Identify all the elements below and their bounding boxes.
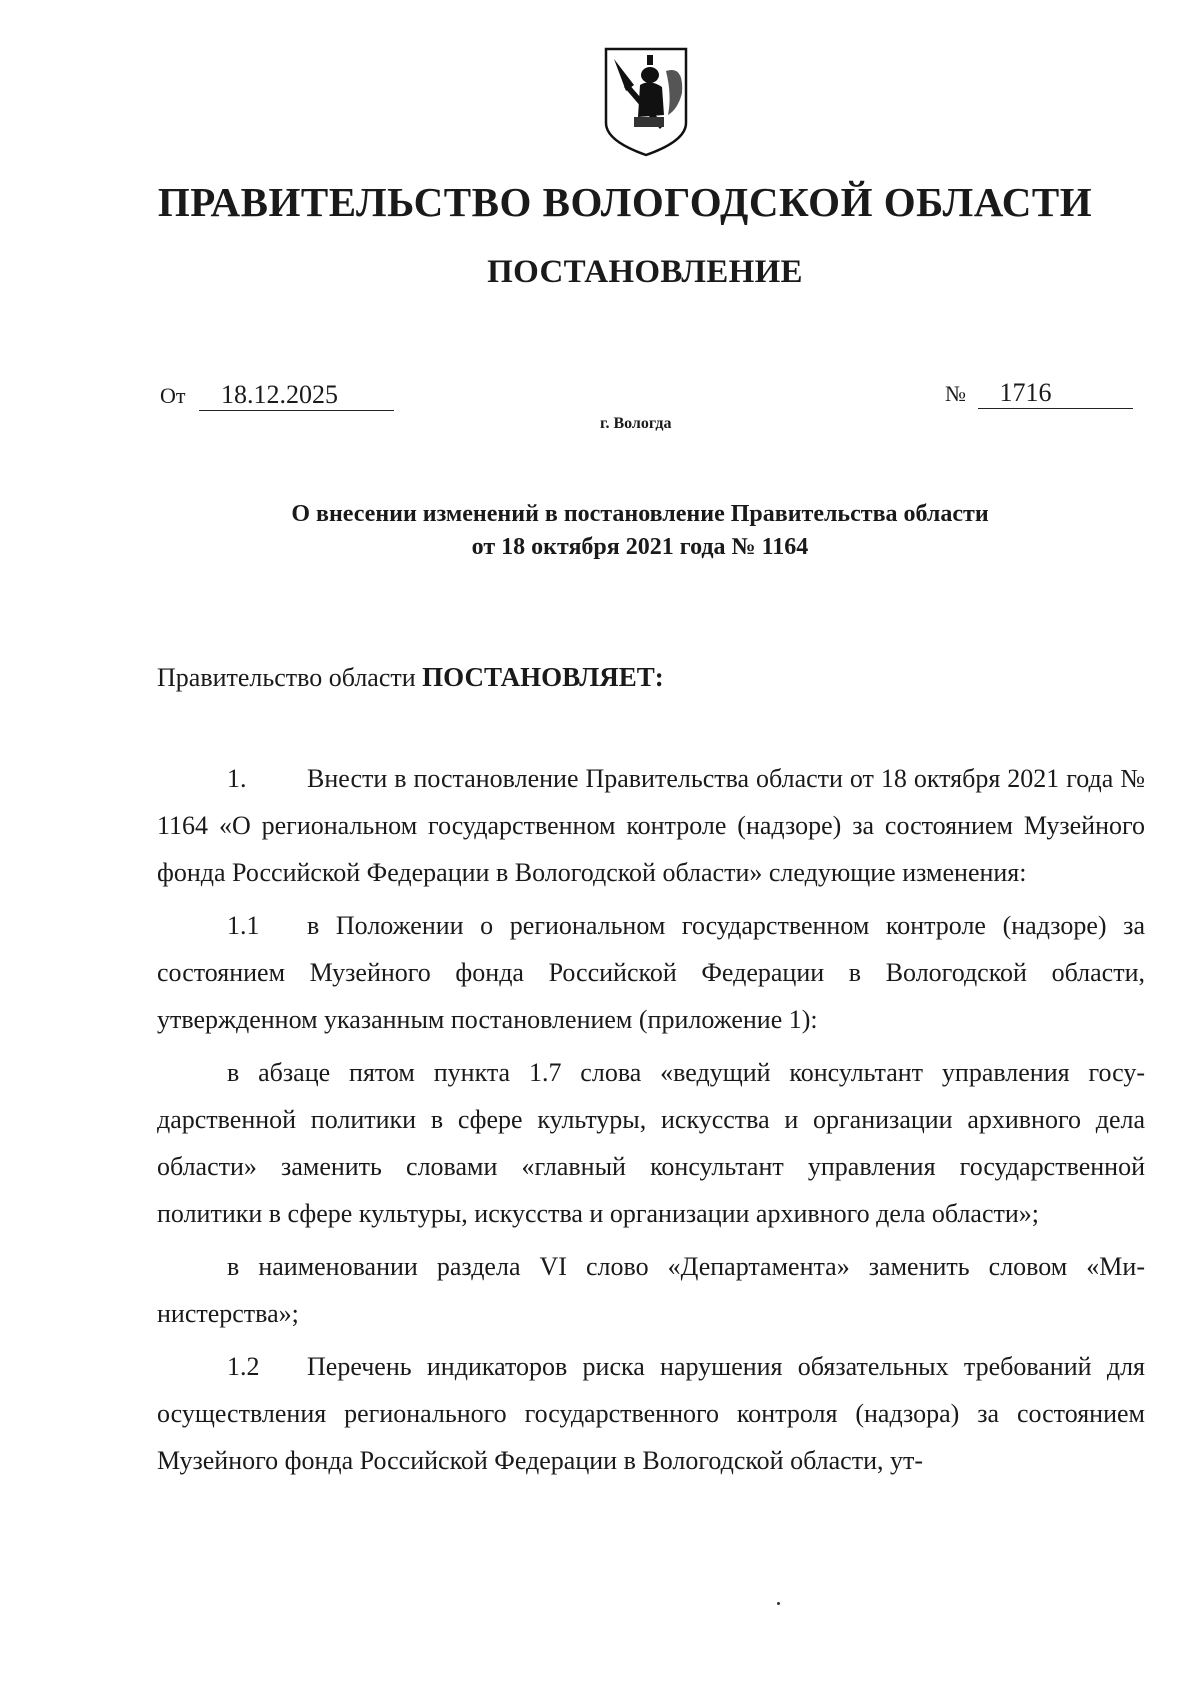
document-subject xyxy=(160,498,1120,564)
preamble-text: Правительство области xyxy=(157,663,423,692)
paragraph xyxy=(157,1243,1145,1337)
paragraph-text: Внести в постановление Правительства области от 18 октября 2021 года № 1164 «О региональном государственном контроле (надзоре) за состоянием Музейного фонда Российской Федерации в Вологодской области» следующие изменения: xyxy=(157,764,1145,887)
document-date-row xyxy=(160,380,394,411)
paragraph-text: в наименовании раздела VI слово «Департамента» заменить словом «Министерства»; xyxy=(157,1252,1145,1328)
paragraph-text: в абзаце пятом пункта 1.7 слова «ведущий консультант управления государственной политики в сфере культуры, искусства и организации архивного дела области» заменить словами «главный консультант управления государственной политики в сфере культуры, искусства и организации архивного дела области»; xyxy=(157,1058,1145,1228)
document-number-row xyxy=(945,378,1133,409)
preamble xyxy=(157,662,664,693)
paragraph-number: 1.2 xyxy=(227,1352,260,1381)
organization-title: ПРАВИТЕЛЬСТВО ВОЛОГОДСКОЙ ОБЛАСТИ xyxy=(157,179,1093,225)
paragraph-number: 1.1 xyxy=(227,911,260,940)
document-type-title: ПОСТАНОВЛЕНИЕ xyxy=(487,254,803,290)
paragraph xyxy=(157,902,1145,1043)
paragraph xyxy=(157,1049,1145,1237)
paragraph-text: Перечень индикаторов риска нарушения обязательных требований для осуществления регионального государственного контроля (надзора) за состоянием Музейного фонда Российской Федерации в Вологодской области, ут- xyxy=(157,1352,1145,1475)
paragraph-number: 1. xyxy=(227,764,247,793)
scan-artifact-dot xyxy=(777,1602,780,1605)
document-date: 18.12.2025 xyxy=(199,380,394,411)
date-prefix: От xyxy=(160,383,186,408)
subject-line-1: О внесении изменений в постановление Правительства области xyxy=(291,501,989,527)
city-label: г. Вологда xyxy=(600,415,672,432)
paragraph-text: в Положении о региональном государственном контроле (надзоре) за состоянием Музейного фонда Российской Федерации в Вологодской области, утвержденном указанным постановлением (приложение 1): xyxy=(157,911,1145,1034)
vologda-coat-of-arms-icon xyxy=(604,45,688,157)
preamble-bold: ПОСТАНОВЛЯЕТ: xyxy=(422,662,664,692)
document-number: 1716 xyxy=(978,378,1133,409)
paragraph xyxy=(157,1343,1145,1484)
subject-line-2: от 18 октября 2021 года № 1164 xyxy=(471,534,809,560)
paragraph xyxy=(157,755,1145,896)
document-body xyxy=(157,755,1145,1490)
number-prefix: № xyxy=(945,381,966,406)
